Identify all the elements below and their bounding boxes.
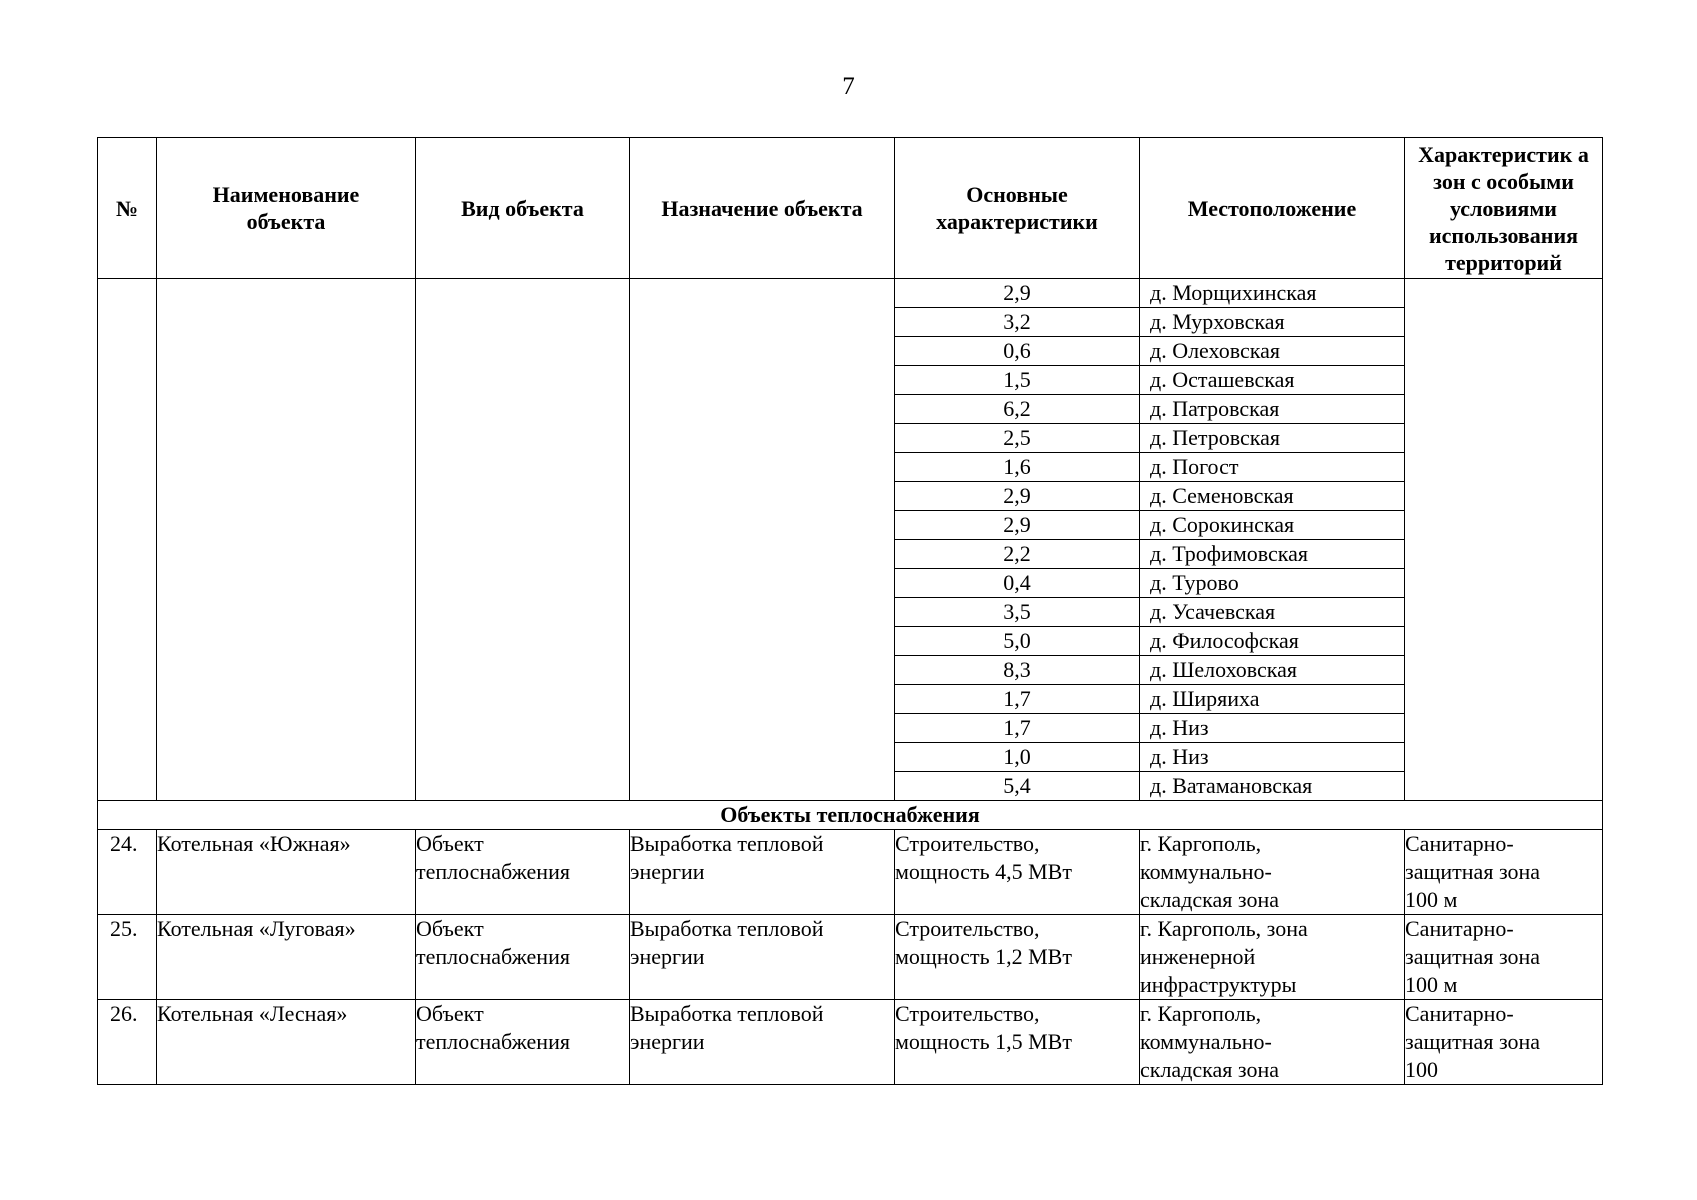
row-kind: Объект теплоснабжения	[416, 1000, 630, 1085]
continuation-characteristic: 3,2	[895, 308, 1140, 337]
row-purpose: Выработка тепловой энергии	[630, 1000, 895, 1085]
continued-number-cell	[98, 279, 157, 801]
header-name: Наименование объекта	[157, 138, 416, 279]
continued-name-cell	[157, 279, 416, 801]
continued-purpose-cell	[630, 279, 895, 801]
continuation-characteristic: 0,6	[895, 337, 1140, 366]
header-kind: Вид объекта	[416, 138, 630, 279]
continuation-location: д. Сорокинская	[1140, 511, 1405, 540]
continuation-location: д. Ватамановская	[1140, 772, 1405, 801]
row-zone: Санитарно- защитная зона 100 м	[1405, 830, 1603, 915]
continuation-location: д. Семеновская	[1140, 482, 1405, 511]
continuation-characteristic: 1,7	[895, 685, 1140, 714]
continuation-location: д. Трофимовская	[1140, 540, 1405, 569]
row-zone: Санитарно- защитная зона 100	[1405, 1000, 1603, 1085]
continuation-location: д. Турово	[1140, 569, 1405, 598]
continuation-location: д. Осташевская	[1140, 366, 1405, 395]
continuation-location: д. Философская	[1140, 627, 1405, 656]
row-location: г. Каргополь, зона инженерной инфраструктуры	[1140, 915, 1405, 1000]
continuation-characteristic: 5,0	[895, 627, 1140, 656]
continuation-location: д. Усачевская	[1140, 598, 1405, 627]
row-kind: Объект теплоснабжения	[416, 915, 630, 1000]
header-zones: Характеристик а зон с особыми условиями использования территорий	[1405, 138, 1603, 279]
row-number: 26.	[98, 1000, 157, 1085]
continuation-characteristic: 8,3	[895, 656, 1140, 685]
row-purpose: Выработка тепловой энергии	[630, 915, 895, 1000]
row-kind: Объект теплоснабжения	[416, 830, 630, 915]
continuation-characteristic: 3,5	[895, 598, 1140, 627]
row-zone: Санитарно- защитная зона 100 м	[1405, 915, 1603, 1000]
continued-zone-cell	[1405, 279, 1603, 801]
table-row	[98, 830, 1603, 915]
continuation-location: д. Петровская	[1140, 424, 1405, 453]
continuation-location: д. Патровская	[1140, 395, 1405, 424]
section-title: Объекты теплоснабжения	[98, 801, 1603, 830]
continuation-characteristic: 1,0	[895, 743, 1140, 772]
continuation-characteristic: 2,9	[895, 279, 1140, 308]
continuation-location: д. Ширяиха	[1140, 685, 1405, 714]
continued-kind-cell	[416, 279, 630, 801]
continuation-characteristic: 6,2	[895, 395, 1140, 424]
continuation-location: д. Морщихинская	[1140, 279, 1405, 308]
continuation-characteristic: 5,4	[895, 772, 1140, 801]
continuation-location: д. Низ	[1140, 714, 1405, 743]
continuation-characteristic: 1,5	[895, 366, 1140, 395]
table-header-row	[98, 138, 1603, 279]
row-characteristics: Строительство, мощность 4,5 МВт	[895, 830, 1140, 915]
row-characteristics: Строительство, мощность 1,5 МВт	[895, 1000, 1140, 1085]
continuation-characteristic: 1,7	[895, 714, 1140, 743]
continuation-location: д. Погост	[1140, 453, 1405, 482]
continuation-characteristic: 2,2	[895, 540, 1140, 569]
row-characteristics: Строительство, мощность 1,2 МВт	[895, 915, 1140, 1000]
objects-table	[97, 137, 1603, 1085]
table-row	[98, 1000, 1603, 1085]
row-purpose: Выработка тепловой энергии	[630, 830, 895, 915]
section-row	[98, 801, 1603, 830]
row-number: 25.	[98, 915, 157, 1000]
continuation-characteristic: 0,4	[895, 569, 1140, 598]
row-name: Котельная «Лесная»	[157, 1000, 416, 1085]
header-number: №	[98, 138, 157, 279]
row-location: г. Каргополь, коммунально- складская зона	[1140, 1000, 1405, 1085]
table-row	[98, 915, 1603, 1000]
page-number: 7	[842, 73, 855, 100]
continuation-characteristic: 2,9	[895, 511, 1140, 540]
continuation-location: д. Олеховская	[1140, 337, 1405, 366]
continuation-location: д. Мурховская	[1140, 308, 1405, 337]
continuation-location: д. Низ	[1140, 743, 1405, 772]
row-name: Котельная «Южная»	[157, 830, 416, 915]
row-number: 24.	[98, 830, 157, 915]
continuation-characteristic: 2,9	[895, 482, 1140, 511]
header-characteristics: Основные характеристики	[895, 138, 1140, 279]
header-purpose: Назначение объекта	[630, 138, 895, 279]
continuation-location: д. Шелоховская	[1140, 656, 1405, 685]
continuation-characteristic: 2,5	[895, 424, 1140, 453]
row-name: Котельная «Луговая»	[157, 915, 416, 1000]
continuation-characteristic: 1,6	[895, 453, 1140, 482]
continuation-row	[98, 279, 1603, 308]
row-location: г. Каргополь, коммунально- складская зона	[1140, 830, 1405, 915]
header-location: Местоположение	[1140, 138, 1405, 279]
